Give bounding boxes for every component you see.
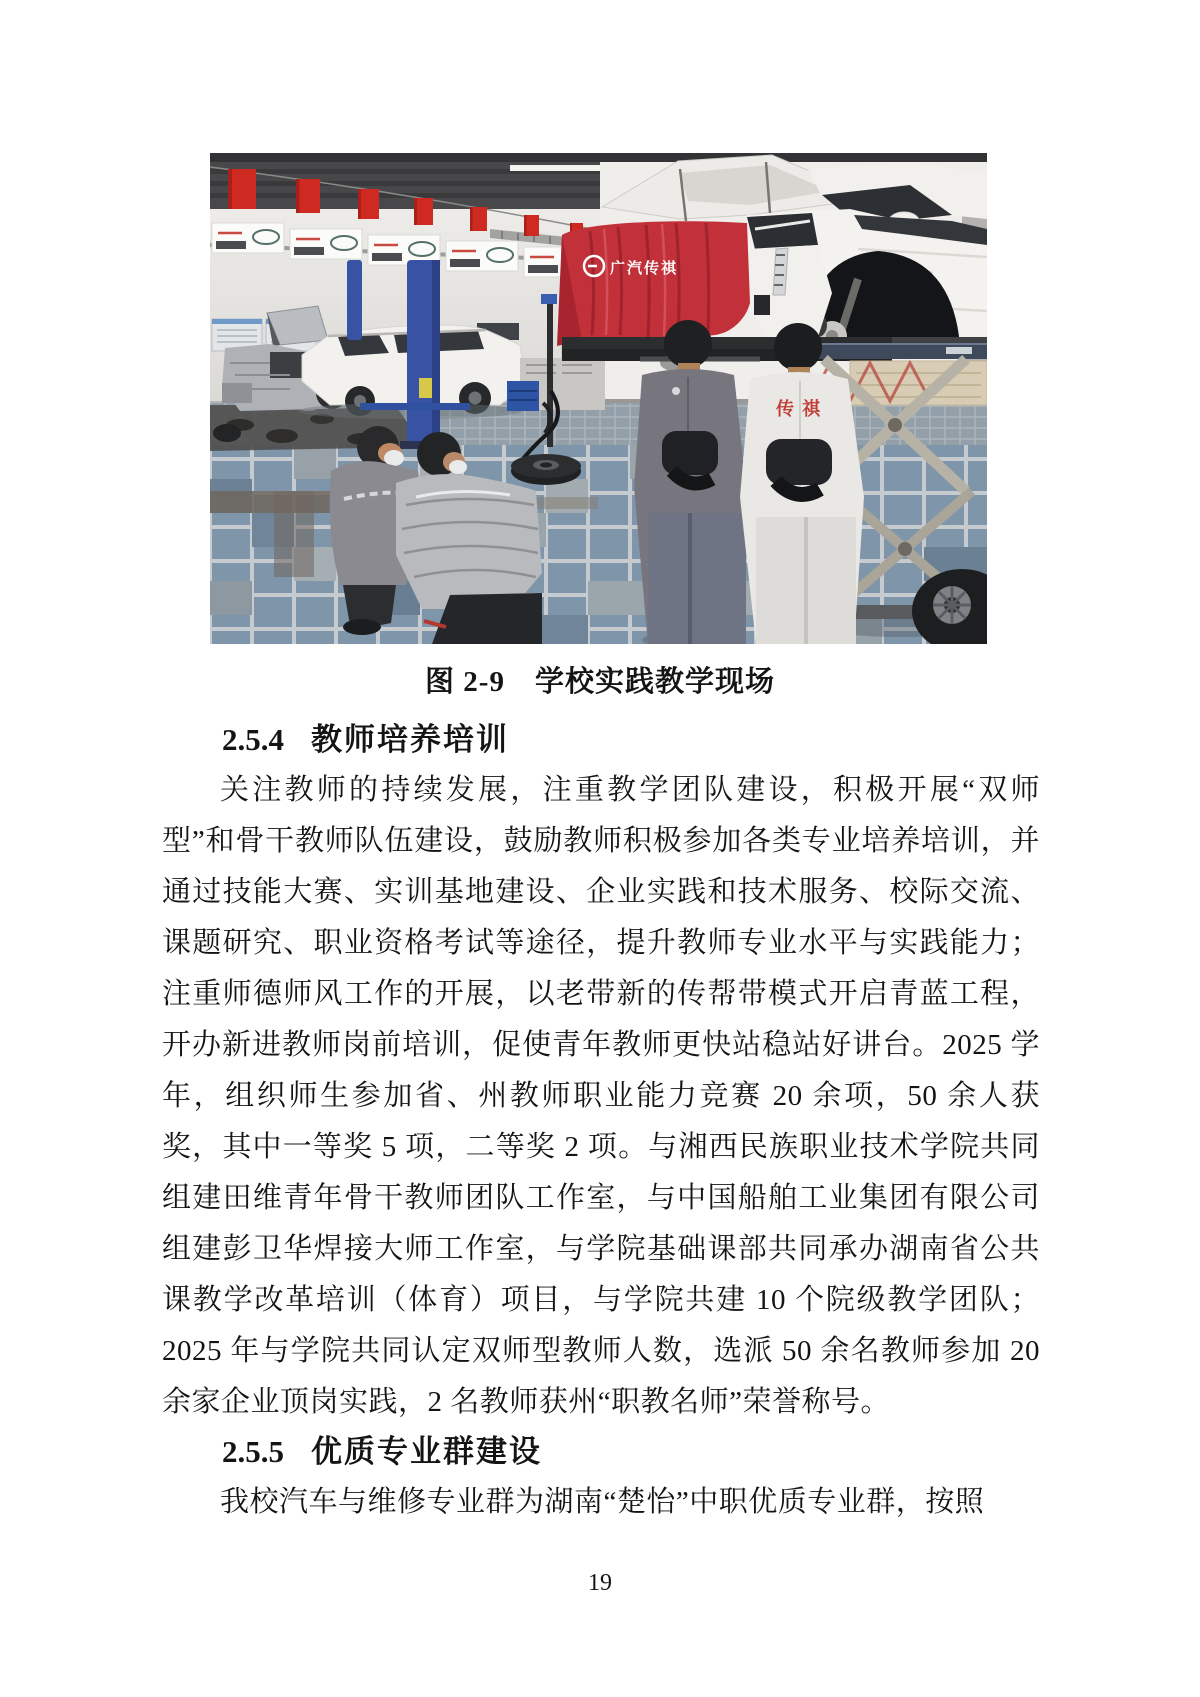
tire-on-floor	[511, 454, 581, 485]
uniform-back-text: 传祺	[776, 399, 828, 419]
figure-caption: 图 2-9 学校实践教学现场	[425, 666, 775, 698]
fender-cover-logo-text: 广汽传祺	[610, 260, 679, 277]
blue-tool-cart	[507, 381, 539, 411]
section-heading-255	[222, 1426, 542, 1478]
section-paragraph-255: 我校汽车与维修专业群为湖南“楚怡”中职优质专业群，按照	[220, 1486, 985, 1518]
figure-photo	[210, 153, 987, 644]
face-mask	[449, 460, 467, 474]
page-number: 19	[588, 1570, 612, 1596]
section-heading-254	[222, 714, 509, 766]
section-title: 优质专业群建设	[311, 1434, 542, 1469]
spare-tire-small	[213, 424, 241, 442]
workshop-photo-illustration	[210, 153, 987, 644]
section-number: 2.5.4	[222, 722, 284, 757]
red-fender-cover	[557, 221, 750, 346]
section-title: 教师培养培训	[311, 722, 509, 757]
section-number: 2.5.5	[222, 1434, 284, 1469]
section-paragraph-254: 关注教师的持续发展，注重教学团队建设，积极开展“双师型”和骨干教师队伍建设，鼓励教师积极参加各类专业培养培训，并通过技能大赛、实训基地建设、企业实践和技术服务、校际交流、课题研究、职业资格考试等途径，提升教师专业水平与实践能力；注重师德师风工作的开展，以老带新的传帮带模式开启青蓝工程，开办新进教师岗前培训，促使青年教师更快站稳站好讲台。2025 学年，组织师生参加省、州教师职业能力竞赛 20 余项，50 余人获奖，其中一等奖 5 项，二等奖 2 项。与湘西民族职业技术学院共同组建田维青年骨干教师团队工作室，与中国船舶工业集团有限公司组建彭卫华焊接大师工作室，与学院基础课部共同承办湖南省公共课教学改革培训（体育）项目，与学院共建 10 个院级教学团队；2025 年与学院共同认定双师型教师人数，选派 50 余名教师参加 20 余家企业顶岗实践，2 名教师获州“职教名师”荣誉称号。	[162, 774, 1040, 1418]
